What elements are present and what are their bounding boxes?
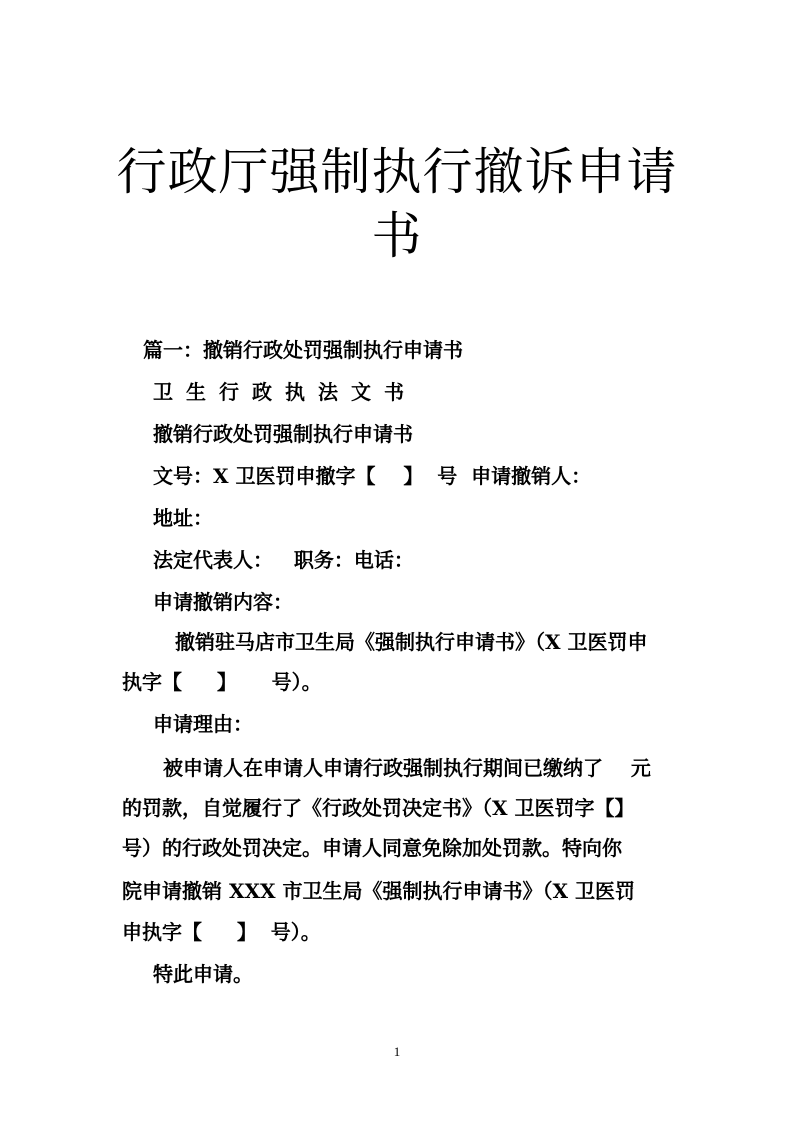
- legal-representative-line: 法定代表人： 职务：电话：: [153, 548, 414, 572]
- closing-line: 特此申请。: [153, 962, 253, 986]
- address-line: 地址：: [153, 506, 213, 530]
- reason-line-4: 院申请撤销 XXX 市卫生局《强制执行申请书》（X 卫医罚: [122, 879, 635, 903]
- doc-category: 卫生行政执法文书: [153, 380, 417, 404]
- reason-line-3: 号）的行政处罚决定。申请人同意免除加处罚款。特向你: [122, 836, 622, 860]
- page-number: 1: [393, 1044, 401, 1059]
- document-title: [100, 140, 694, 268]
- title-line-2: 书: [371, 207, 423, 265]
- reason-line-1: 被申请人在申请人申请行政强制执行期间已缴纳了 元: [163, 756, 651, 780]
- reason-line-2: 的罚款，自觉履行了《行政处罚决定书》（X 卫医罚字【】: [122, 796, 635, 820]
- content-line-2: 执字【 】 号）。: [122, 670, 322, 694]
- title-line-1: 行政厅强制执行撤诉申请: [116, 143, 678, 201]
- content-line-1: 撤销驻马店市卫生局《强制执行申请书》（X 卫医罚申: [175, 630, 648, 654]
- doc-number: 文号：X 卫医罚申撤字【 】 号 申请撤销人：: [153, 464, 592, 488]
- section-heading: 篇一：撤销行政处罚强制执行申请书: [143, 338, 463, 362]
- doc-name: 撤销行政处罚强制执行申请书: [153, 422, 413, 446]
- reason-label: 申请理由：: [153, 712, 253, 736]
- content-label: 申请撤销内容：: [153, 590, 293, 614]
- reason-line-5: 申执字【 】 号）。: [122, 920, 321, 944]
